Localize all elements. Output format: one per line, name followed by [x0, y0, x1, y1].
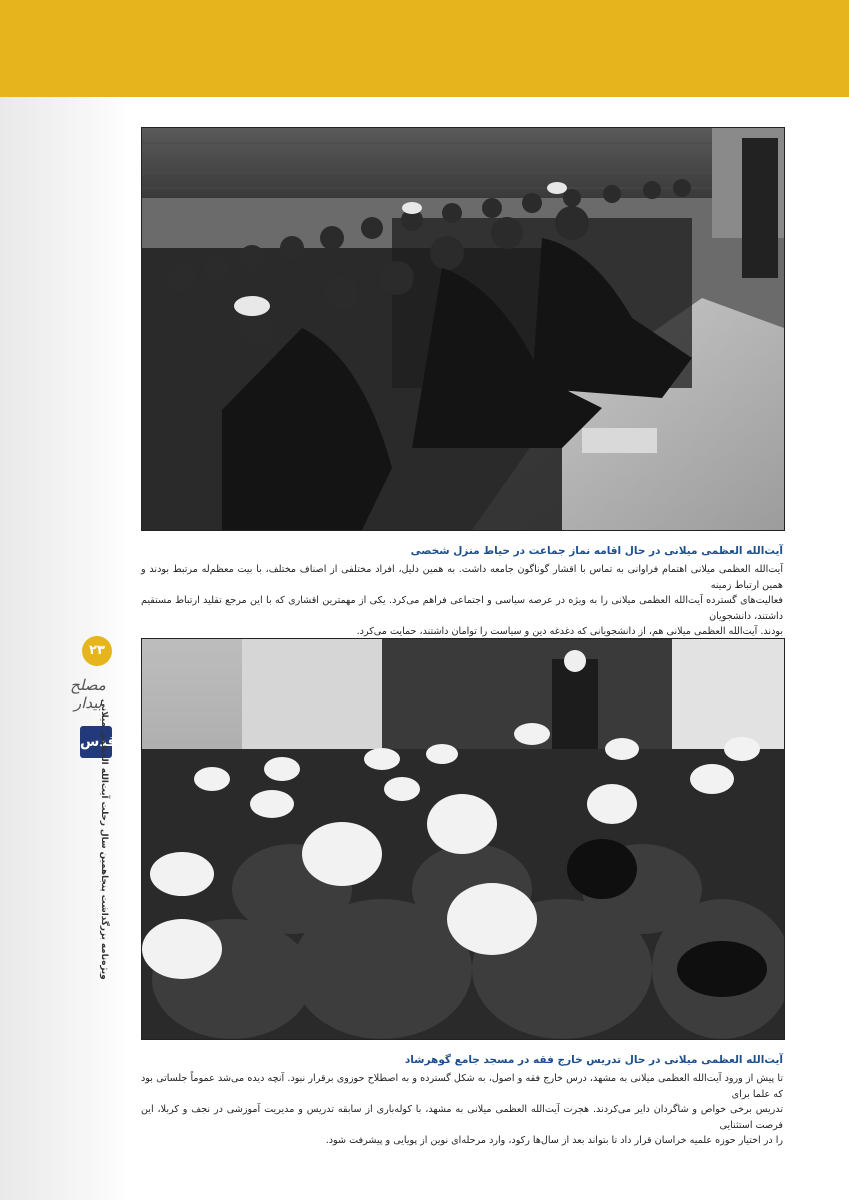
caption-line: آیت‌الله العظمی میلانی اهتمام فراوانی به تماس با اقشار گوناگون جامعه داشت. به همین دلیل، افراد مختلفی از اصناف مختلف، با بیت معظم‌له مرتبط بودند و همین ارتباط زمینه	[141, 564, 783, 591]
page-number: ۲۳	[82, 636, 112, 666]
caption-line: فعالیت‌های گسترده آیت‌الله العظمی میلانی را به ویژه در عرصه سیاسی و اجتماعی فراهم می‌کرد. یکی از مهمترین اقشاری که با این مرجع تقلید ارتباط مستقیم داشتند، دانشجویان	[141, 595, 783, 622]
caption-line: تدریس برخی خواص و شاگردان دایر می‌کردند. هجرت آیت‌الله العظمی میلانی به مشهد، با کوله‌باری از سابقه تدریس و مدیریت آموزشی در نجف و کربلا، این فرصت استثنایی	[141, 1104, 783, 1131]
caption-line: را در اختیار حوزه علمیه خراسان قرار داد تا بتواند بعد از سال‌ها رکود، وارد مرحله‌ای نوین از پویایی و پیشرفت شود.	[325, 1135, 783, 1146]
caption-prayer	[141, 544, 783, 640]
publication-logo: مصلح بیدار	[70, 676, 106, 712]
header-bar	[0, 0, 849, 97]
caption-teaching	[141, 1053, 783, 1149]
caption-title: آیت‌الله العظمی میلانی در حال تدریس خارج فقه در مسجد جامع گوهرشاد	[404, 1054, 783, 1066]
caption-line: تا پیش از ورود آیت‌الله العظمی میلانی به مشهد، درس خارج فقه و اصول، به شکل گسترده و به اصطلاح حوزوی برقرار نبود. آنچه دیده می‌شد عموماً جلساتی بود که علما برای	[141, 1073, 783, 1100]
caption-line: بودند. آیت‌الله العظمی میلانی هم، از دانشجویانی که دغدغه دین و سیاست را توامان داشتند، حمایت می‌کرد.	[356, 626, 783, 637]
brand-mark-icon: قدس	[80, 726, 112, 758]
photo-prayer-courtyard	[141, 127, 785, 531]
caption-title: آیت‌الله العظمی میلانی در حال اقامه نماز جماعت در حیاط منزل شخصی	[410, 545, 783, 557]
issue-side-title: ویژه‌نامه بزرگداشت پنجاهمین سال رحلت آیت‌الله العظمی میلانی	[99, 699, 109, 980]
photo-teaching-goharshad	[141, 638, 785, 1040]
